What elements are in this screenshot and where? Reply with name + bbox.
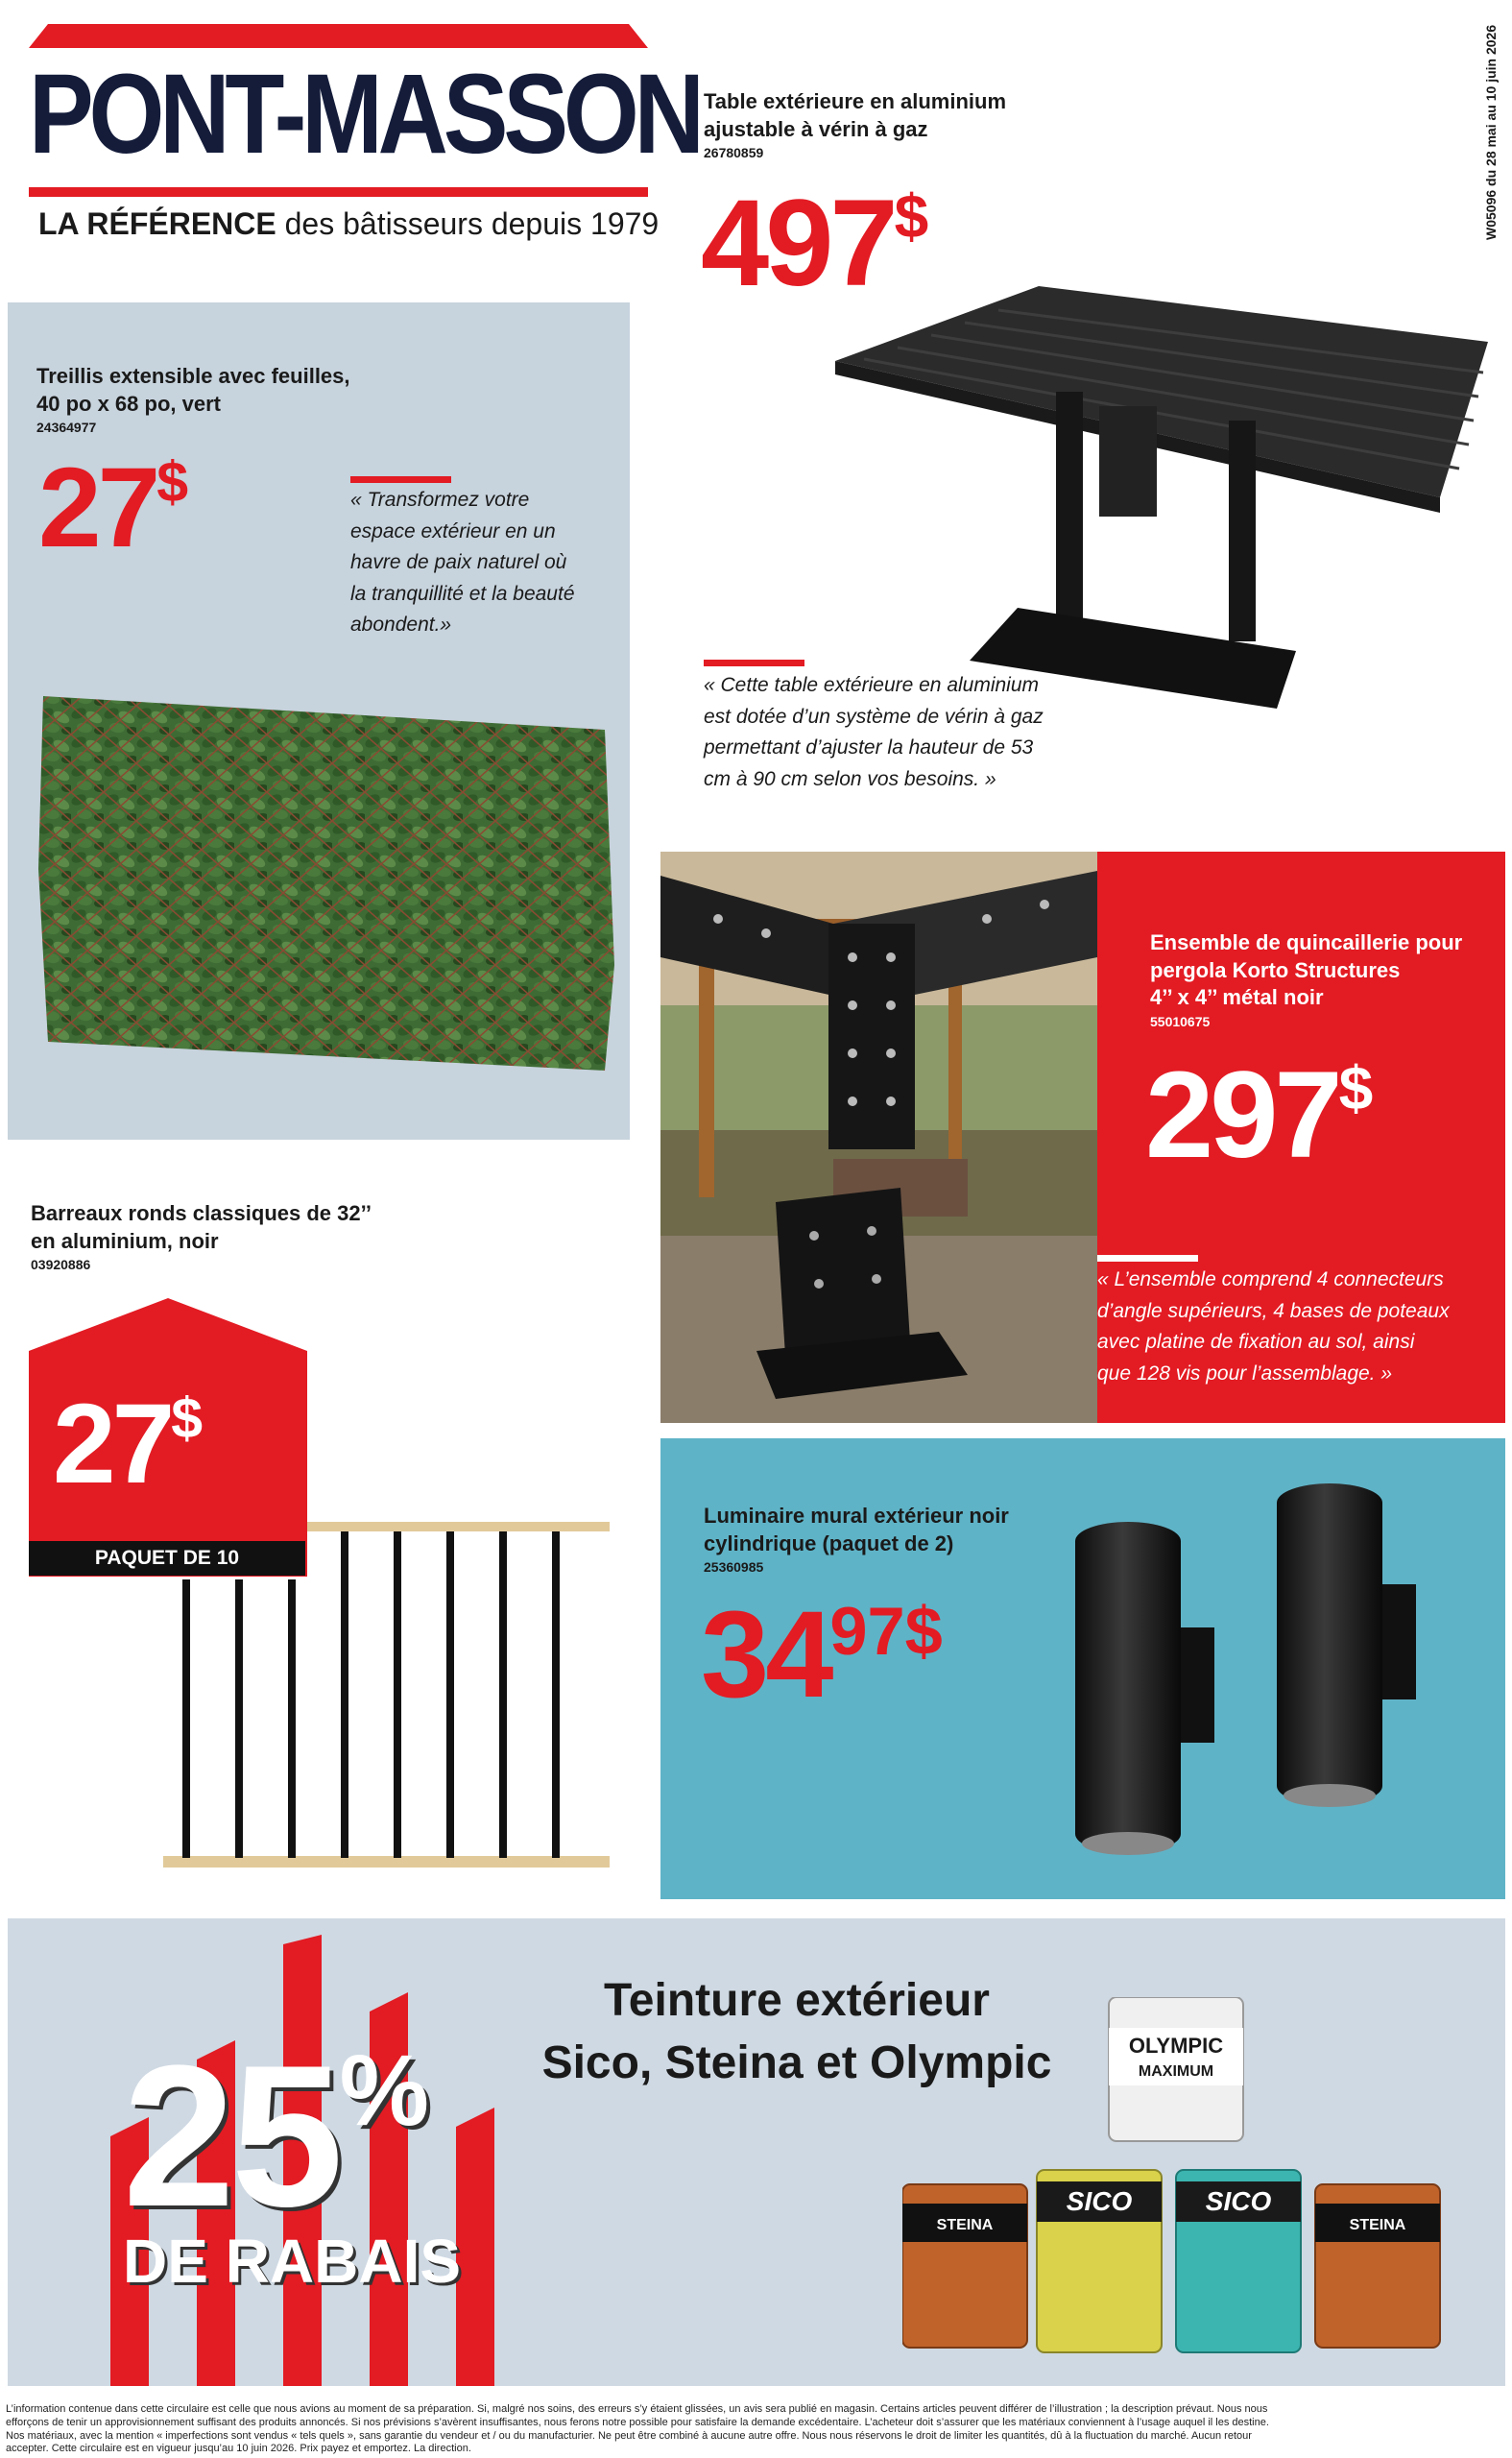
pergola-quote: « L’ensemble comprend 4 connecteurs d’angle supérieurs, 4 bases de poteaux avec platine de fixation au sol, ainsi que 128 vis pour l’assemblage. » (1097, 1268, 1450, 1385)
barreaux-sku: 03920886 (31, 1257, 91, 1273)
pergola-title-line3: 4’’ x 4’’ métal noir (1150, 985, 1324, 1010)
tagline-rest: des bâtisseurs depuis 1979 (276, 206, 660, 241)
pergola-title-line2: pergola Korto Structures (1150, 957, 1401, 982)
validity-dates: W05096 du 28 mai au 10 juin 2026 (1483, 24, 1499, 240)
outdoor-table-image (826, 286, 1488, 728)
teinture-title-line2: Sico, Steina et Olympic (541, 2036, 1052, 2088)
tagline-bold: LA RÉFÉRENCE (38, 206, 276, 241)
table-sku: 26780859 (704, 145, 764, 161)
treillis-sku: 24364977 (36, 420, 97, 436)
treillis-quote: « Transformez votre espace extérieur en un havre de paix naturel où la tranquillité et la beauté abondent.» (350, 489, 575, 637)
treillis-title-line2: 40 po x 68 po, vert (36, 391, 221, 416)
treillis-quote-accent (350, 476, 451, 483)
luminaire-product-info (704, 1503, 1116, 1575)
table-quote-accent (704, 660, 804, 666)
can-label-6: STEINA (1349, 2217, 1406, 2233)
luminaire-price-cents: 97$ (829, 1592, 943, 1669)
table-title-line2: ajustable à vérin à gaz (704, 116, 928, 141)
luminaire-sku: 25360985 (704, 1559, 764, 1576)
barreaux-product-info (31, 1200, 434, 1272)
can-label-5: SICO (1205, 2186, 1272, 2216)
legal-disclaimer: L’information contenue dans cette circulaire est celle que nous avions au moment de sa préparation. Si, malgré nos soins, des erreurs s’y étaient glissées, un avis sera publié en magasin. Certains articles peuvent différer de l’illustration ; la description prévaut. Nous nous efforçons de tenir un approvisionnement suffisant des produits annoncés. Si nos prévisions s’avèrent insuffisantes, nous ferons notre possible pour satisfaire la demande excédentaire. L’acheteur doit s’assurer que les matériaux conviennent à l’usage auquel il les destine. Nos matériaux, avec la mention « imperfections sont vendus « tels quels », sans garantie du vendeur et / ou du manufacturier. Ne peut être combiné à aucune autre offre. Nous nous réservons le droit de limiter les quantités, dû à la fluctuation du marché. Aucun retour accepter. Cette circulaire est en vigueur jusqu’au 10 juin 2026. Prix payez et emportez. La direction. (6, 2403, 1269, 2455)
brand-name: PONT-MASSON (29, 51, 700, 178)
luminaire-title-line1: Luminaire mural extérieur noir (704, 1504, 1009, 1528)
treillis-price-currency: $ (156, 449, 189, 514)
luminaire-price (701, 1586, 943, 1723)
can-label-3: STEINA (936, 2217, 994, 2233)
barreaux-price-currency: $ (171, 1386, 204, 1450)
logo-roof-shape (29, 24, 648, 48)
table-price-currency: $ (894, 181, 929, 252)
leaf-trellis-image (38, 677, 624, 1090)
pergola-hardware-image (660, 852, 1097, 1423)
teinture-title-line1: Teinture extérieur (604, 1975, 990, 2026)
barreaux-title-line2: en aluminium, noir (31, 1228, 219, 1253)
barreaux-title-line1: Barreaux ronds classiques de 32’’ (31, 1201, 372, 1225)
table-title-line1: Table extérieure en aluminium (704, 89, 1007, 113)
pergola-title-line1: Ensemble de quincaillerie pour (1150, 930, 1463, 954)
can-label-1: OLYMPIC (1128, 2034, 1224, 2058)
can-label-4: SICO (1066, 2186, 1133, 2216)
treillis-product-info (36, 363, 516, 435)
pergola-price-currency: $ (1338, 1053, 1374, 1123)
pergola-sku: 55010675 (1150, 1013, 1211, 1029)
table-price: 497$ (701, 175, 929, 312)
can-label-2: MAXIMUM (1138, 2063, 1214, 2080)
brand-tagline (38, 206, 659, 242)
logo-underline (29, 187, 648, 197)
wall-lights-image (1075, 1483, 1459, 1868)
luminaire-price-whole: 34 (701, 1586, 830, 1723)
pack-label: PAQUET DE 10 (29, 1541, 305, 1576)
barreaux-price: 27$ (53, 1381, 204, 1507)
discount-percent: 25% (123, 2023, 429, 2249)
treillis-price: 27$ (38, 445, 189, 571)
treillis-title-line1: Treillis extensible avec feuilles, (36, 364, 350, 388)
pergola-product-info (1150, 929, 1496, 1029)
brand-logo (29, 24, 700, 241)
discount-rabais: DE RABAIS (123, 2227, 462, 2296)
stain-cans-image (902, 1997, 1478, 2367)
baluster-image (163, 1522, 614, 1877)
discount-percent-sign: % (339, 2035, 429, 2148)
pergola-quote-accent (1097, 1255, 1198, 1262)
table-product-info (704, 88, 1088, 160)
pergola-price: 297$ (1145, 1047, 1374, 1184)
table-quote: « Cette table extérieure en aluminium est dotée d’un système de vérin à gaz permettant d’ajuster la hauteur de 53 cm à 90 cm selon vos besoins. » (704, 674, 1044, 790)
luminaire-title-line2: cylindrique (paquet de 2) (704, 1530, 954, 1555)
